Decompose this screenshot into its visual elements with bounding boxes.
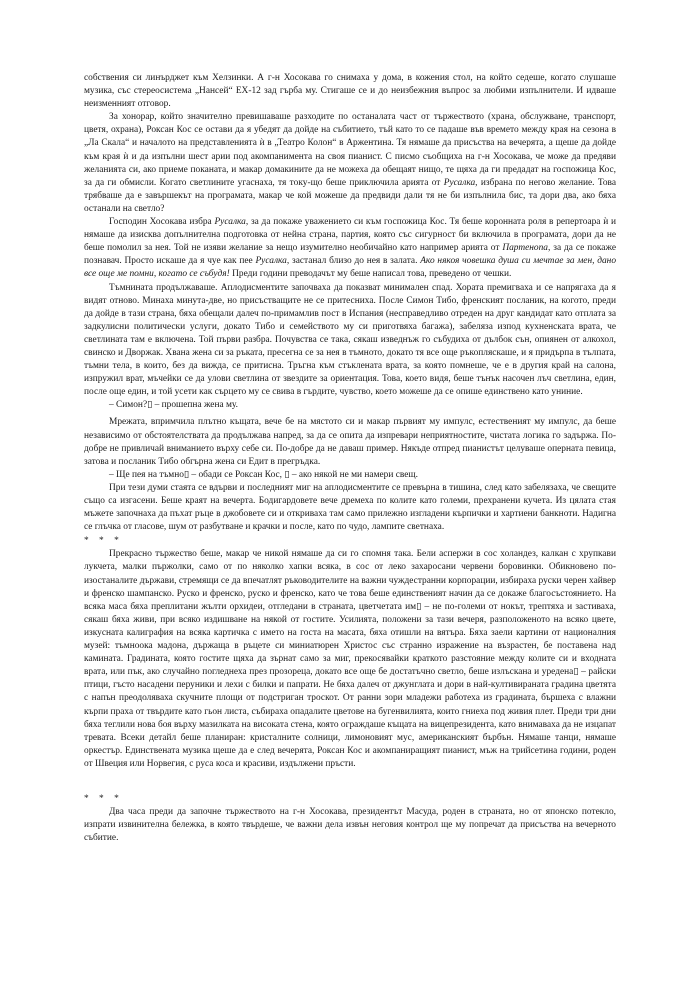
italic-text: Ако някоя човешка душа си мечтае за мен, дано все още ме помни, когато се събудя! [84, 256, 617, 280]
paragraph-text: Преди години преводачът му беше написал това, преведено от чешки. [229, 269, 512, 280]
paragraph-p6 [84, 416, 616, 468]
paragraph-p3 [84, 216, 616, 281]
italic-text: Русалка [443, 177, 476, 188]
paragraph-text: За хонорар, който значително превишаваше разходите по останалата част от тържеството (храна, обслужване, транспорт, цветя, охрана), Роксан Кос се остави да я убедят да дойде на събитието, тъй като то се падаше във времето между края на сезона в „Ла Скала“ и началото на представленията ѝ в „Театро Колон“ в Аржентина. Тя нямаше да присъства на вечерята, а щеше да дойде към края ѝ и да изпълни шест арии под акомпанимента на своя пианист. С писмо съобщиха на г-н Хосокава, че може да предяви желанията си, ако приеме поканата, и макар домакините да не можеха да обещаят нищо, те щяха да ги предадат на госпожица Кос, за да ги обмисли. Когато светлините угаснаха, тя току-що беше приключила арията от [84, 112, 616, 188]
paragraph-p10 [84, 806, 616, 845]
paragraph-text: – Ще пея на тъмно▯ – обади се Роксан Кос, ▯ – ако някой не ми намери свещ. [109, 469, 418, 480]
section-separator: * * * [84, 536, 123, 547]
body-text [84, 72, 616, 845]
paragraph-text: Господин Хосокава избра [109, 217, 215, 228]
paragraph-p4 [84, 282, 616, 400]
paragraph-text: При тези думи стаята се вдърви и последният миг на аплодисментите се превърна в тишина, след като забелязаха, че свещите също са изгасени. Беше краят на вечерта. Бодигардовете вече дремеха по колите като големи, прехранени кучета. Из цялата стая мъжете започнаха да пъхат ръце в джобовете си и откриваха там само прилежно изгладени кърпички и хартиени банкноти. Надигна се глъчка от гласове, шум от разбутване и крачки и после, като по чудо, лампите светнаха. [84, 482, 616, 533]
paragraph-text: Два часа преди да започне тържеството на г-н Хосокава, президентът Масуда, роден в страната, но от японско потекло, изпрати извинителна бележка, в която твърдеше, че важни дела извън неговия контрол ще му попречат да присъства на вечерното събитие. [84, 807, 616, 844]
italic-text: Русалка [255, 256, 287, 267]
paragraph-text: Прекрасно тържество беше, макар че никой нямаше да си го спомня така. Бели аспержи в сос холандез, калкан с хрупкави лукчета, малки пържолки, само от по няколко хапки всяка, в сос от леко захаросани червени боровинки. Обикновено по-изостаналите държави, стремящи се да впечатлят ръководителите на важни чуждестранни корпорации, избираха руски черен хайвер и френско шампанско. Руско и френско, руско и френско, като че това беше единственият начин да се докаже благосъстоянието. На всяка маса бяха преплитани жълти орхидеи, отгледани в страната, цветчетата им▯ – не по-големи от нокът, трептяха и застиваха, сякаш бяха живи, при всяко издишване на някой от гостите. Усилията, положени за тази вечеря, разположеното на всяко цвете, изкусната калиграфия на всяка картичка с името на госта на масата, бяха отишли на вятъра. Бяха заели картини от националния музей: тъмноока мадона, държаща в ръцете си миниатюрен Христос със странно изражение на възрастен, бе поставена над камината. Градината, която гостите щяха да зърнат само за миг, прекосявайки краткото разстояние между колите си и входната врата, или пък, ако случайно погледнеха през прозореца, докато все още бе достатъчно светло, беше излъскана и уредена▯ – райски птици, гъсто насадени перуники и лехи с билки и папрати. Не бяха далеч от джунглата и дори в най-култивираната градина цветята с напън преодоляваха скучните площи от подстриган троскот. От ранни зори младежи работеха из градината, бършеха с влажни кърпи праха от твърдите като гьон листа, събираха опадалите цветове на бугенвилията, които гниеха под живия плет. Преди три дни бяха теглили нова боя върху мазилката на високата стена, която ограждаше къщата на вицепрезидента, като внимаваха да не изцапат тревата. Всеки детайл беше планиран: кристалните солници, лимоновият мус, американският бърбън. Нямаше танци, нямаше оркестър. Единствената музика щеше да е след вечерята, Роксан Кос и акомпаниращият пианист, мъж на трийсетина години, роден от Швеция или Норвегия, с руса коса и красиви, издължени пръсти. [84, 549, 616, 769]
paragraph-text: , за да покаже уважението си към госпожица Кос. Тя беше коронната роля в репертоара ѝ и нямаше да изисква допълнителна подготовка от нейна страна, партия, която със сигурност би включила в програмата, дори да не беше помолил за нея. Той не изяви желание за нещо изумително необичайно като например арията от [84, 217, 616, 254]
paragraph-text: Мрежата, впримчила плътно къщата, вече бе на мястото си и макар първият му импулс, естественият му импулс, да беше независимо от обстоятелствата да продължава напред, за да се опита да изпревари неприятностите, чистата логика го задържа. По-добре не привличай вниманието върху себе си. По-добре да не даваш пример. Някъде отпред пианистът целуваше оперната певица, затова и посланик Тибо обгърна жена си Едит в прегръдка. [84, 417, 616, 467]
italic-text: Русалка [214, 217, 246, 228]
paragraph-text: – Симон?▯ – прошепна жена му. [109, 400, 239, 411]
paragraph-p8 [84, 482, 616, 534]
paragraph-p7 [84, 469, 616, 482]
paragraph-p1 [84, 72, 616, 111]
italic-text: Партенопа [502, 243, 548, 254]
paragraph-text: , застанал близо до нея в залата. [286, 256, 421, 267]
paragraph-p9 [84, 548, 616, 771]
paragraph-p2 [84, 111, 616, 216]
paragraph-text: Тъмнината продължаваше. Аплодисментите започваха да показват минимален спад. Хората премигваха и се напрягаха да я видят отново. Минаха минута-две, но присъстващите не се притесниха. После Симон Тибо, френският посланик, на когото, преди да дойде в тази страна, бяха обещали далеч по-примамлив пост в Испания (несправедливо отреден на друг кандидат като отплата за задкулисни политически услуги, докато Тибо и семейството му си приготвяха багажа), забеляза изпод кухненската врата, че светлината там е включена. Той първи разбра. Почувства се така, сякаш изведнъж го събудиха от дълбок сън, опиянен от алкохол, свинско и Дворжак. Хвана жена си за ръката, пресегна се за нея в тъмното, докато тя все още ръкопляскаше, и я придърпа в тълпата, тъмни тела, в които, без да вижда, се притисна. Тръгна към стъклената врата, за която помнеше, че е в другия край на салона, изпружил врат, мъчейки се да улови светлина от звездите за ориентация. Това, което видя, беше тънък насочен лъч светлина, един, после още един, и той усети как сърцето му се свива в гърдите, чувство, което можеше да се опише единствено като униние. [84, 282, 616, 398]
paragraph-text: , избрана по негово желание. Това трябваше да е завършекът на програмата, макар че кой можеше да предвиди дали тя не би изпълнила бис, та дори два, ако бяха останали на светло? [84, 177, 616, 214]
paragraph-text: собствения си линърджет към Хелзинки. А г-н Хосокава го снимаха у дома, в кожения стол, на който седеше, когато слушаше музика, със стереосистема „Нансей“ ЕХ-12 зад гърба му. Стигаше се и до неизбежния въпрос за любими изпълнители. И идваше неизменният отговор. [84, 73, 616, 110]
section-separator: * * * [84, 793, 123, 804]
paragraph-p5 [84, 399, 616, 412]
paragraph-text: , за да се покаже познавач. Просто искаше да я чуе как пее [84, 243, 616, 267]
